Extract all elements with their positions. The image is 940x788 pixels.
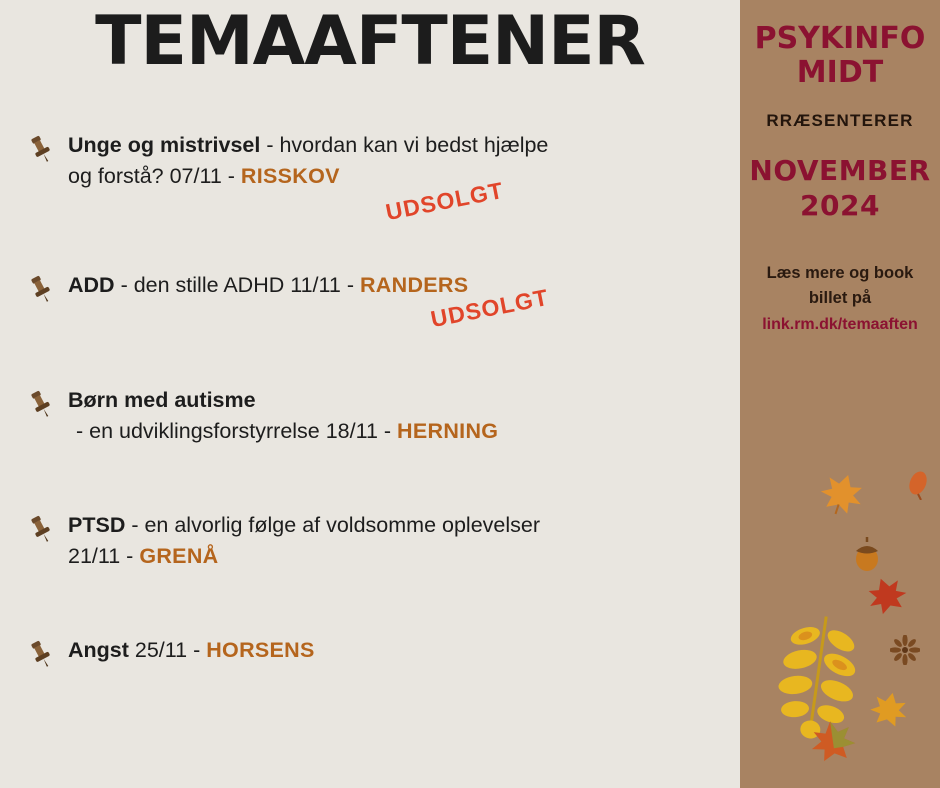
pushpin-icon [26, 639, 56, 669]
list-item[interactable] [0, 270, 740, 385]
month-label: NOVEMBER [749, 154, 931, 188]
event-text [68, 510, 740, 572]
event-desc-line1: - den stille ADHD 11/11 - [114, 273, 360, 297]
small-leaf-icon [905, 470, 931, 505]
year-label: 2024 [800, 189, 880, 223]
event-desc-line2: 21/11 - [68, 544, 140, 569]
event-title: Angst [68, 638, 129, 662]
pushpin-icon [26, 514, 56, 544]
status-badge: UDSOLGT [428, 283, 551, 333]
maple-leaf-icon [865, 575, 909, 622]
event-text [68, 635, 740, 666]
event-title: Unge og mistrivsel [68, 133, 261, 157]
maple-leaf-icon [868, 690, 910, 735]
month-year [740, 153, 940, 223]
presents-label: RRÆSENTERER [766, 111, 914, 131]
pushpin-icon [26, 134, 56, 164]
list-item[interactable] [0, 130, 740, 270]
maple-leaf-icon [808, 718, 858, 771]
pushpin-icon [26, 389, 56, 419]
event-line2 [68, 161, 740, 192]
booking-line-2: billet på [808, 288, 872, 307]
page-title: TEMAAFTENER [95, 2, 645, 81]
event-title: PTSD [68, 513, 126, 537]
acorn-icon [850, 535, 884, 578]
list-item[interactable] [0, 635, 740, 725]
event-line2 [68, 416, 740, 447]
event-desc-line2: og forstå? 07/11 - [68, 164, 241, 189]
event-text [68, 385, 740, 447]
event-desc-line1: - en alvorlig følge af voldsomme oplevelser [125, 513, 540, 537]
event-city: RISSKOV [240, 164, 340, 189]
event-desc-line1: 25/11 - [128, 638, 207, 662]
list-item[interactable] [0, 510, 740, 635]
booking-info [740, 261, 940, 337]
event-city: GRENÅ [139, 544, 219, 569]
event-line2 [68, 541, 740, 572]
event-list [0, 130, 740, 725]
event-city: RANDERS [359, 273, 469, 297]
status-badge: UDSOLGT [383, 176, 506, 226]
list-item[interactable] [0, 385, 740, 510]
maple-leaf-icon [818, 472, 866, 521]
event-title: ADD [68, 273, 115, 297]
brand-line-2: MIDT [796, 54, 884, 90]
event-desc-line1: - hvordan kan vi bedst hjælpe [260, 133, 549, 157]
event-desc-line2: - en udviklingsforstyrrelse 18/11 - [76, 419, 398, 444]
star-anise-icon [890, 635, 920, 670]
event-city: HERNING [397, 419, 499, 444]
event-city: HORSENS [206, 638, 315, 662]
event-text [68, 270, 740, 301]
booking-link[interactable]: link.rm.dk/temaaften [762, 315, 918, 333]
event-text [68, 130, 740, 192]
brand-name [740, 22, 940, 89]
pushpin-icon [26, 274, 56, 304]
event-title: Børn med autisme [68, 388, 256, 412]
sidebar [740, 0, 940, 788]
booking-line-1: Læs mere og book [766, 264, 914, 283]
brand-line-1: PSYKINFO [754, 21, 926, 56]
